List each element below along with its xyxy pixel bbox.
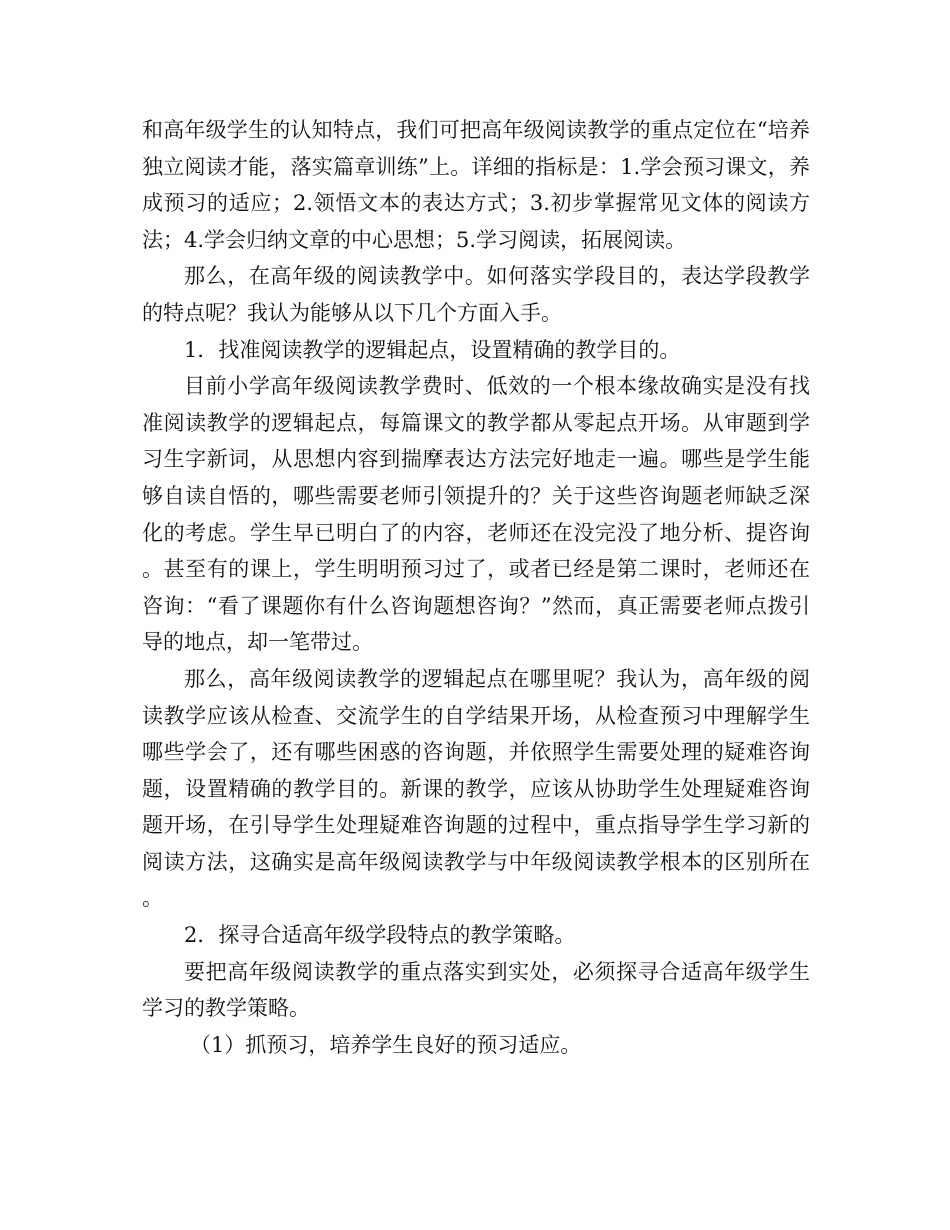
heading-point-1: 1．找准阅读教学的逻辑起点，设置精确的教学目的。 — [184, 337, 681, 362]
paragraph-logical-start: 那么，高年级阅读教学的逻辑起点在哪里呢？我认为，高年级的阅读教学应该从检查、交流学生的自学结果开场，从检查预习中理解学生哪些学会了，还有哪些困惑的咨询题，并依照学生需要处理的疑难咨询题，设置精确的教学目的。新课的教学，应该从协助学生处理疑难咨询题开场，在引导学生处理疑难咨询题的过程中，重点指导学生学习新的阅读方法，这确实是高年级阅读教学与中年级阅读教学根本的区别所在。 — [142, 666, 810, 911]
paragraph-strategy: 要把高年级阅读教学的重点落实到实处，必须探寻合适高年级学生学习的教学策略。 — [142, 959, 810, 1021]
paragraph-intro-question: 那么，在高年级的阅读教学中。如何落实学段目的，表达学段教学的特点呢？我认为能够从以下几个方面入手。 — [142, 264, 810, 325]
heading-subpoint-1: （1）抓预习，培养学生良好的预习适应。 — [190, 1032, 582, 1057]
heading-point-2: 2．探寻合适高年级学段特点的教学策略。 — [184, 923, 576, 948]
body-text — [142, 112, 810, 1063]
paragraph-current-problem: 目前小学高年级阅读教学费时、低效的一个根本缘故确实是没有找准阅读教学的逻辑起点，每篇课文的教学都从零起点开场。从审题到学习生字新词，从思想内容到揣摩表达方法完好地走一遍。哪些是学生能够自读自悟的，哪些需要老师引领提升的？关于这些咨询题老师缺乏深化的考虑。学生早已明白了的内容，老师还在没完没了地分析、提咨询。甚至有的课上，学生明明预习过了，或者已经是第二课时，老师还在咨询：“看了课题你有什么咨询题想咨询？”然而，真正需要老师点拨引导的地点，却一笔带过。 — [142, 374, 810, 655]
paragraph-continuation: 和高年级学生的认知特点，我们可把高年级阅读教学的重点定位在“培养独立阅读才能，落实篇章训练”上。详细的指标是：1.学会预习课文，养成预习的适应；2.领悟文本的表达方式；3.初步掌握常见文体的阅读方法；4.学会归纳文章的中心思想；5.学习阅读，拓展阅读。 — [142, 118, 810, 252]
